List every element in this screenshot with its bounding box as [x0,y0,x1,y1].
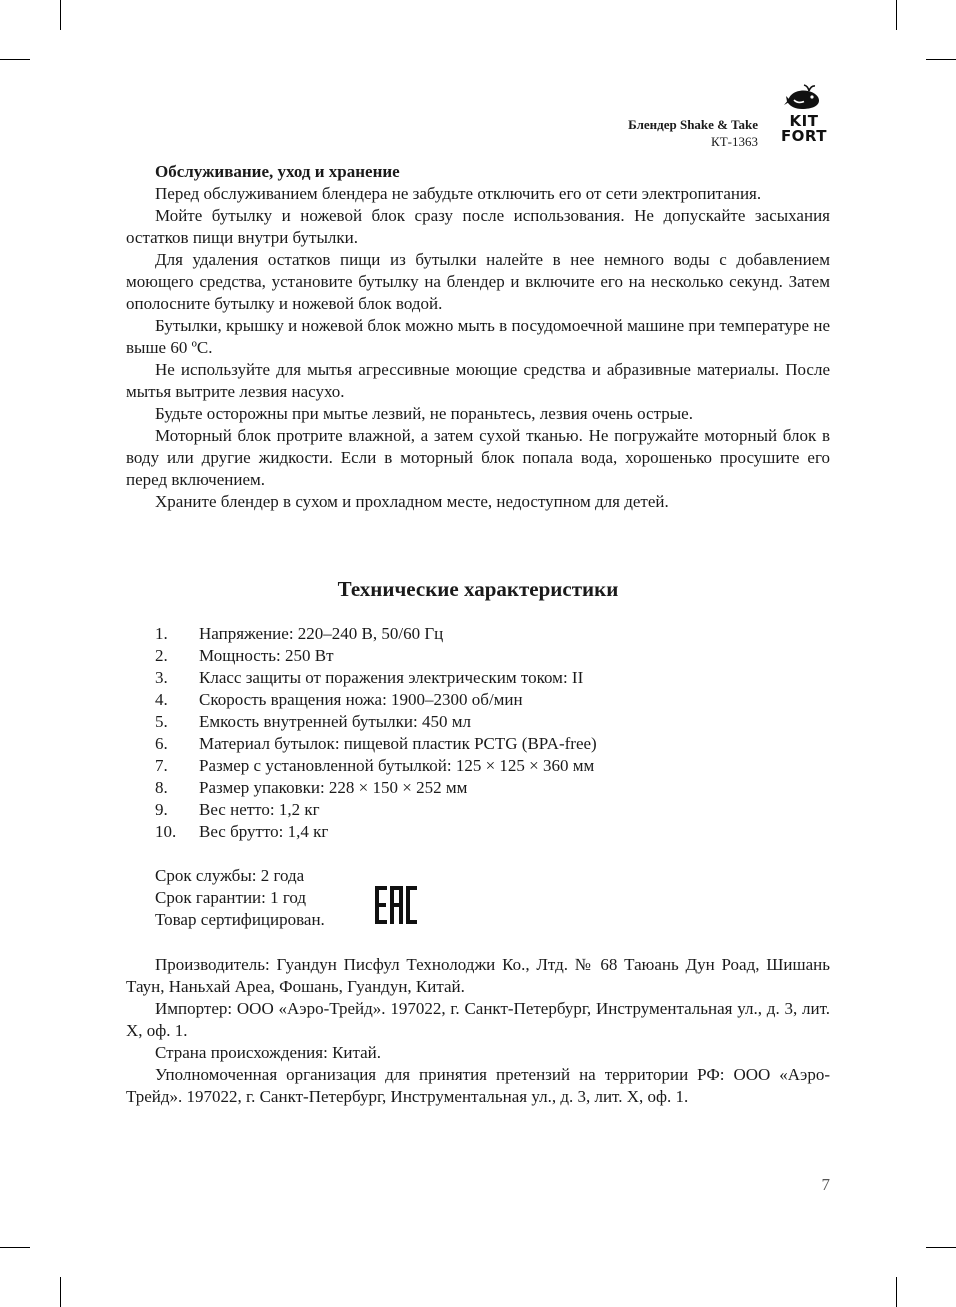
kitfort-logo [778,84,830,150]
country-of-origin: Страна происхождения: Китай. [155,1043,382,1062]
spec-item [155,821,597,843]
spec-text: Мощность: 250 Вт [199,646,334,665]
care-paragraph: Бутылки, крышку и ножевой блок можно мыть в посудомоечной машине при температуре не выше 60 ºC. [126,316,830,357]
warranty-period: Срок гарантии: 1 год [155,888,307,907]
crop-mark-top-right-vertical [896,0,897,30]
crop-mark-bottom-right-horizontal [926,1247,956,1248]
spec-number: 10. [155,822,177,841]
header-product-info [628,116,758,150]
spec-item [155,733,597,755]
spec-item [155,645,597,667]
crop-mark-top-left-horizontal [0,59,30,60]
spec-number: 1. [155,624,168,643]
spec-text: Размер упаковки: 228 × 150 × 252 мм [199,778,468,797]
header-model: КТ-1363 [711,134,758,149]
certification-note: Товар сертифицирован. [155,910,325,929]
spec-text: Размер с установленной бутылкой: 125 × 125 × 360 мм [199,756,595,775]
logo-text-kit: KIT [789,112,819,130]
specs-list [155,623,597,843]
spec-number: 6. [155,734,168,753]
importer-paragraph: Импортер: ООО «Аэро-Трейд». 197022, г. Санкт-Петербург, Инструментальная ул., д. 3, лит. Х, оф. 1. [126,999,830,1040]
spec-text: Вес нетто: 1,2 кг [199,800,320,819]
care-paragraph: Для удаления остатков пищи из бутылки налейте в нее немного воды с добавлением моющего средства, установите бутылку на блендер и включите его на несколько секунд. Затем ополосните бутылку и ножевой блок водой. [126,250,830,313]
eac-certification-mark [374,885,418,925]
spec-text: Емкость внутренней бутылки: 450 мл [199,712,471,731]
spec-item [155,711,597,733]
spec-text: Материал бутылок: пищевой пластик PCTG (BPA-free) [199,734,597,753]
logo-text-fort: FORT [780,127,828,145]
care-paragraph: Не используйте для мытья агрессивные моющие средства и абразивные материалы. После мытья вытрите лезвия насухо. [126,360,830,401]
spec-item [155,667,597,689]
spec-text: Класс защиты от поражения электрическим током: II [199,668,584,687]
spec-number: 7. [155,756,168,775]
service-info [155,865,325,931]
manufacturer-section [126,954,830,1108]
service-lifetime: Срок службы: 2 года [155,866,305,885]
spec-text: Вес брутто: 1,4 кг [199,822,329,841]
authorized-organization: Уполномоченная организация для принятия претензий на территории РФ: ООО «Аэро-Трейд». 197022, г. Санкт-Петербург, Инструментальная ул., д. 3, лит. Х, оф. 1. [126,1065,830,1106]
header-product-name: Блендер Shake & Take [628,117,758,132]
care-section [126,161,830,513]
care-paragraph: Будьте осторожны при мытье лезвий, не пораньтесь, лезвия очень острые. [155,404,693,423]
crop-mark-bottom-left-vertical [60,1277,61,1307]
crop-mark-top-right-horizontal [926,59,956,60]
spec-number: 5. [155,712,168,731]
care-paragraph: Перед обслуживанием блендера не забудьте отключить его от сети электропитания. [155,184,762,203]
page-number: 7 [821,1175,830,1194]
spec-number: 8. [155,778,168,797]
spec-number: 9. [155,800,168,819]
spec-text: Скорость вращения ножа: 1900–2300 об/мин [199,690,523,709]
manufacturer-paragraph: Производитель: Гуандун Писфул Технолоджи Ко., Лтд. № 68 Таюань Дун Роад, Шишань Таун, Наньхай Ареа, Фошань, Гуандун, Китай. [126,955,830,996]
crop-mark-bottom-right-vertical [896,1277,897,1307]
spec-item [155,799,597,821]
spec-number: 4. [155,690,168,709]
specs-title: Технические характеристики [337,577,619,601]
spec-item [155,777,597,799]
crop-mark-bottom-left-horizontal [0,1247,30,1248]
care-paragraph: Храните блендер в сухом и прохладном месте, недоступном для детей. [155,492,669,511]
whale-icon [784,84,824,114]
spec-item [155,755,597,777]
spec-item [155,689,597,711]
care-paragraph: Мойте бутылку и ножевой блок сразу после использования. Не допускайте засыхания остатков пищи внутри бутылки. [126,206,830,247]
care-paragraph: Моторный блок протрите влажной, а затем сухой тканью. Не погружайте моторный блок в воду или другие жидкости. Если в моторный блок попала вода, хорошенько просушите его перед включением. [126,426,830,489]
crop-mark-top-left-vertical [60,0,61,30]
spec-text: Напряжение: 220–240 В, 50/60 Гц [199,624,444,643]
spec-number: 2. [155,646,168,665]
page-header [500,84,830,150]
spec-number: 3. [155,668,168,687]
spec-item [155,623,597,645]
care-heading: Обслуживание, уход и хранение [155,162,400,181]
